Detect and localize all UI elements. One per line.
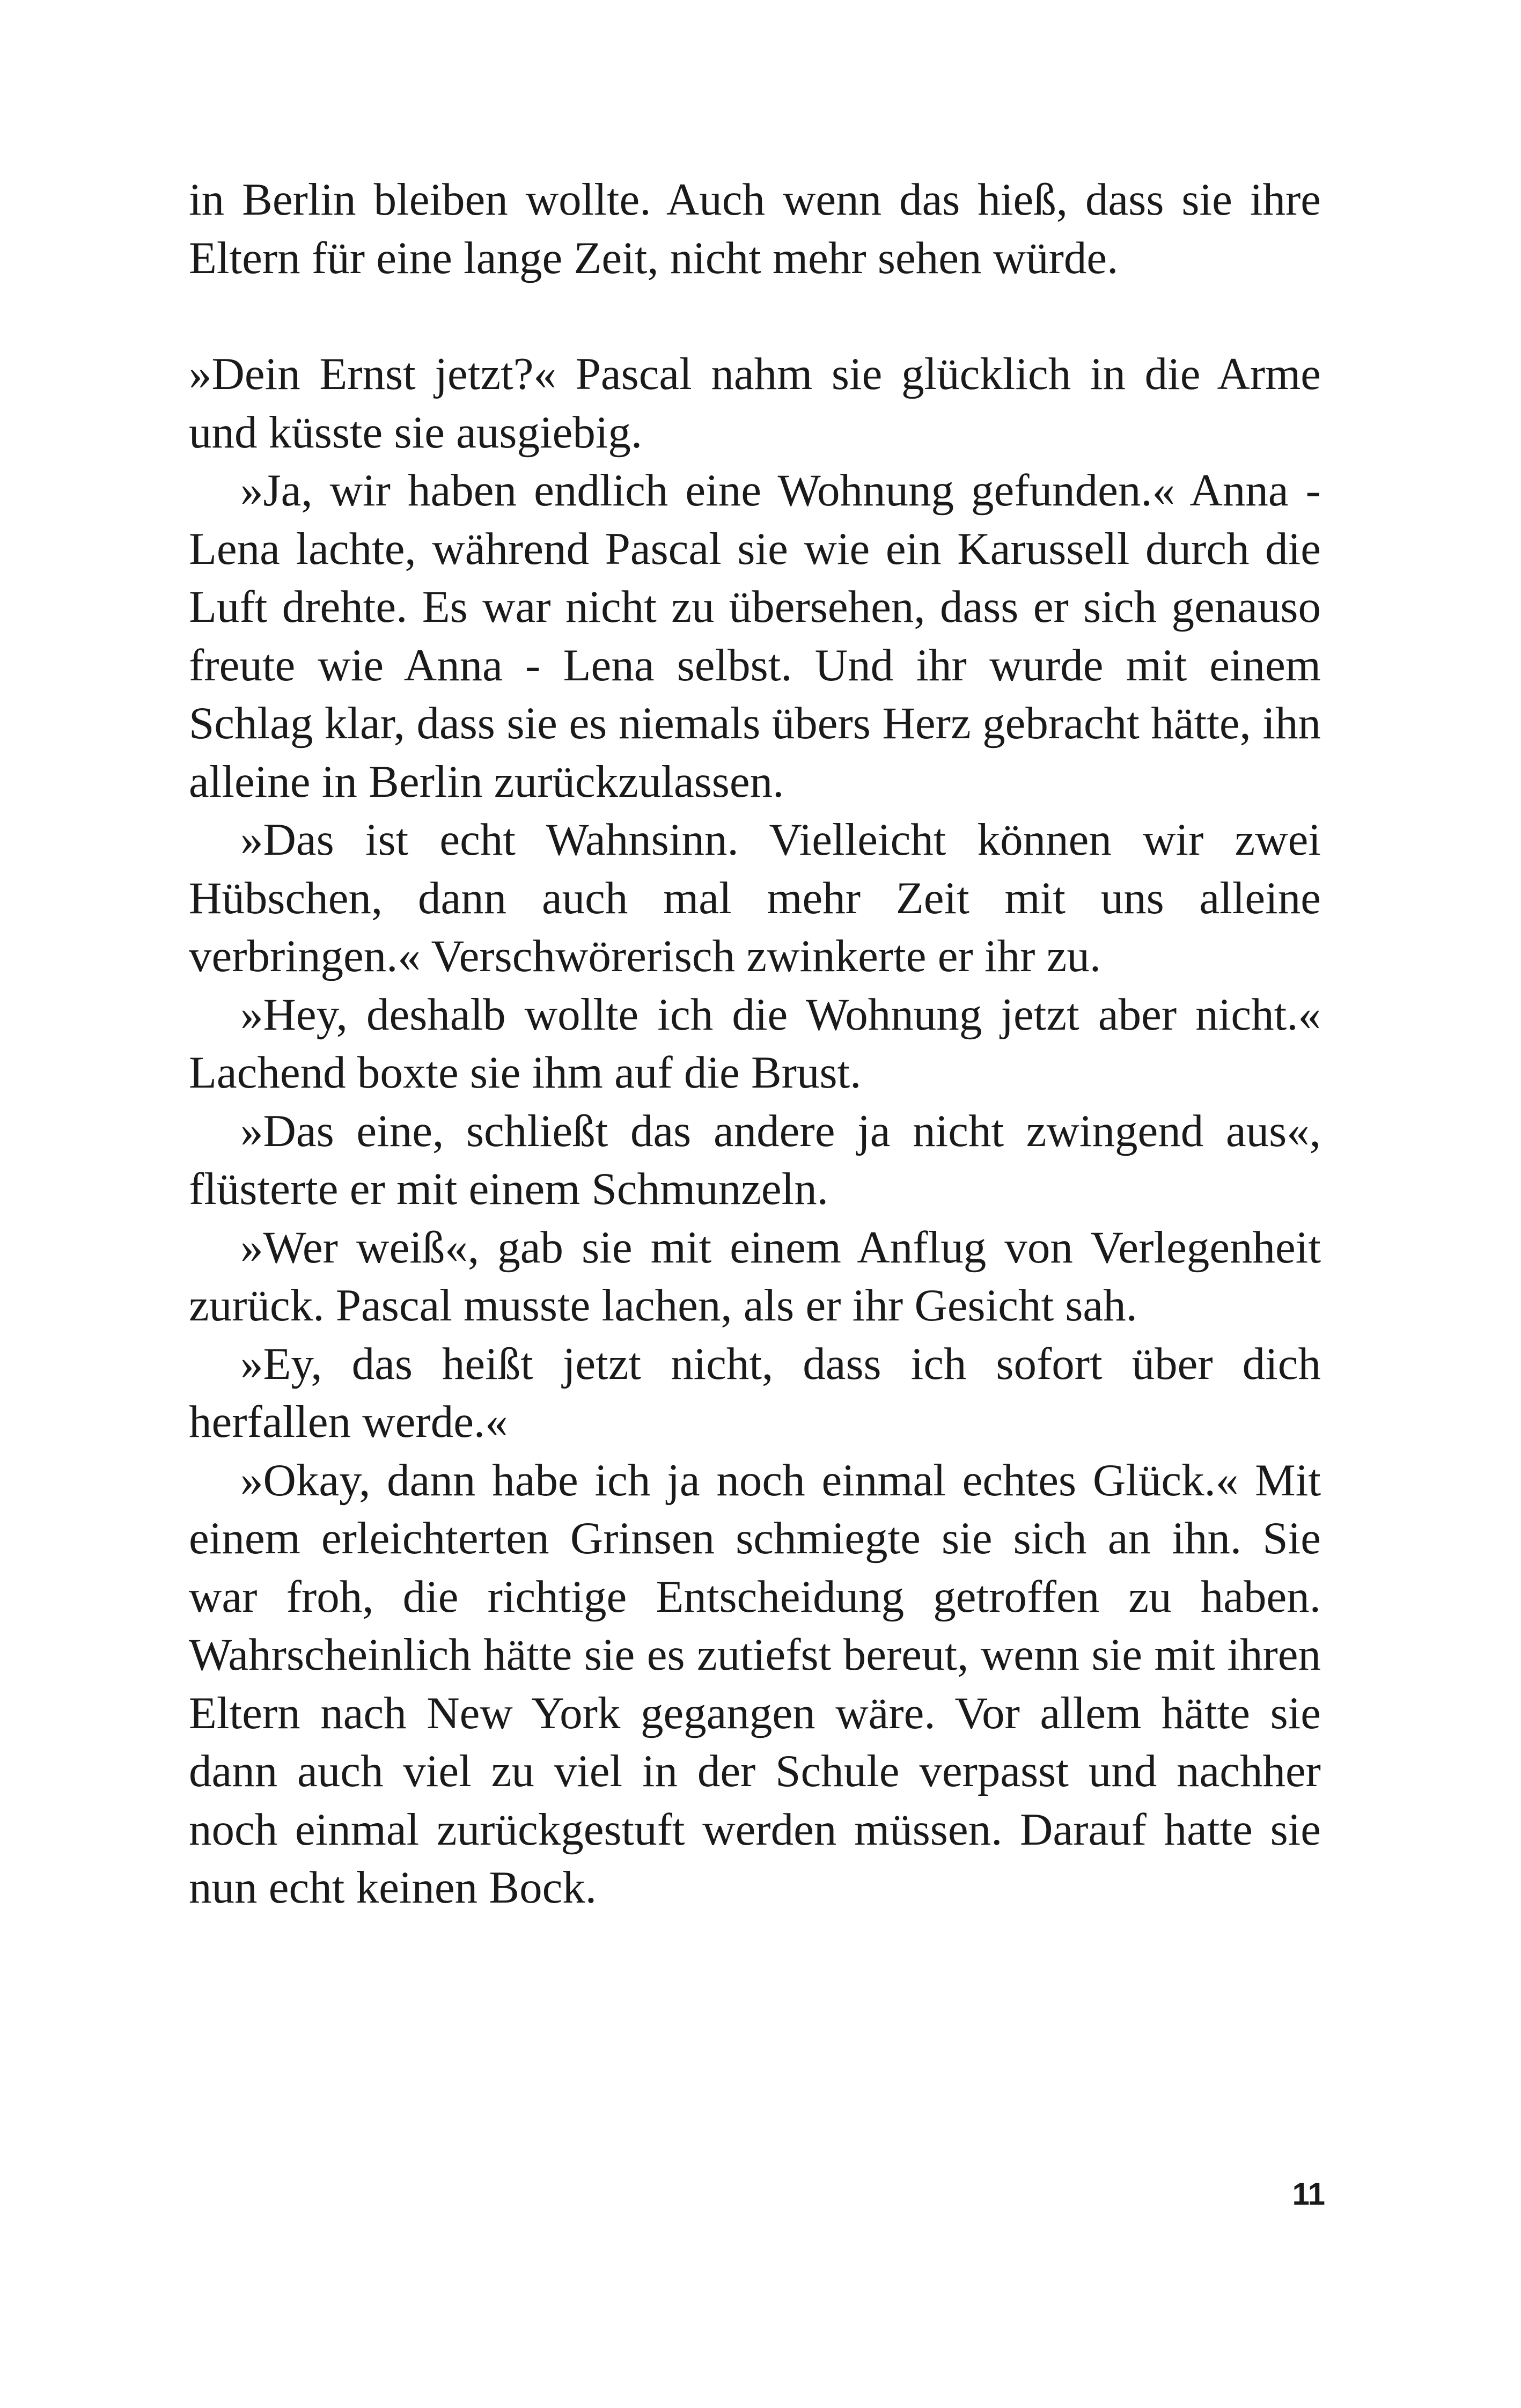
paragraph-dialogue: »Das eine, schließt das andere ja nicht zwingend aus«, flüsterte er mit einem Schmunzeln.: [189, 1105, 1321, 1214]
paragraph-dialogue: »Dein Ernst jetzt?« Pascal nahm sie glücklich in die Arme und küsste sie ausgiebig.: [189, 349, 1321, 458]
page-number: 11: [1292, 2177, 1325, 2212]
paragraph-dialogue: »Ja, wir haben endlich eine Wohnung gefunden.« Anna - Lena lachte, während Pascal sie wie ein Karussell durch die Luft drehte. Es war nicht zu übersehen, dass er sich genauso freute wie Anna - Lena selbst. Und ihr wurde mit einem Schlag klar, dass sie es niemals übers Herz gebracht hätte, ihn alleine in Berlin zurückzulassen.: [189, 465, 1321, 807]
paragraph-dialogue: »Wer weiß«, gab sie mit einem Anflug von Verlegenheit zurück. Pascal musste lachen, als er ihr Gesicht sah.: [189, 1222, 1321, 1331]
paragraph-dialogue: »Das ist echt Wahnsinn. Vielleicht können wir zwei Hübschen, dann auch mal mehr Zeit mit uns alleine verbringen.« Verschwörerisch zwinkerte er ihr zu.: [189, 814, 1321, 981]
paragraph-continuation: in Berlin bleiben wollte. Auch wenn das hieß, dass sie ihre Eltern für eine lange Zeit, nicht mehr sehen würde.: [189, 174, 1321, 283]
paragraph-dialogue: »Hey, deshalb wollte ich die Wohnung jetzt aber nicht.« Lachend boxte sie ihm auf die Brust.: [189, 989, 1321, 1098]
paragraph-dialogue: »Okay, dann habe ich ja noch einmal echtes Glück.« Mit einem erleichterten Grinsen schmiegte sie sich an ihn. Sie war froh, die richtige Entscheidung getroffen zu haben. Wahrscheinlich hätte sie es zutiefst bereut, wenn sie mit ihren Eltern nach New York gegangen wäre. Vor allem hätte sie dann auch viel zu viel in der Schule verpasst und nachher noch einmal zurückgestuft werden müssen. Darauf hatte sie nun echt keinen Bock.: [189, 1455, 1321, 1913]
body-text: [189, 171, 1321, 1917]
paragraph-dialogue: »Ey, das heißt jetzt nicht, dass ich sofort über dich herfallen werde.«: [189, 1338, 1321, 1447]
